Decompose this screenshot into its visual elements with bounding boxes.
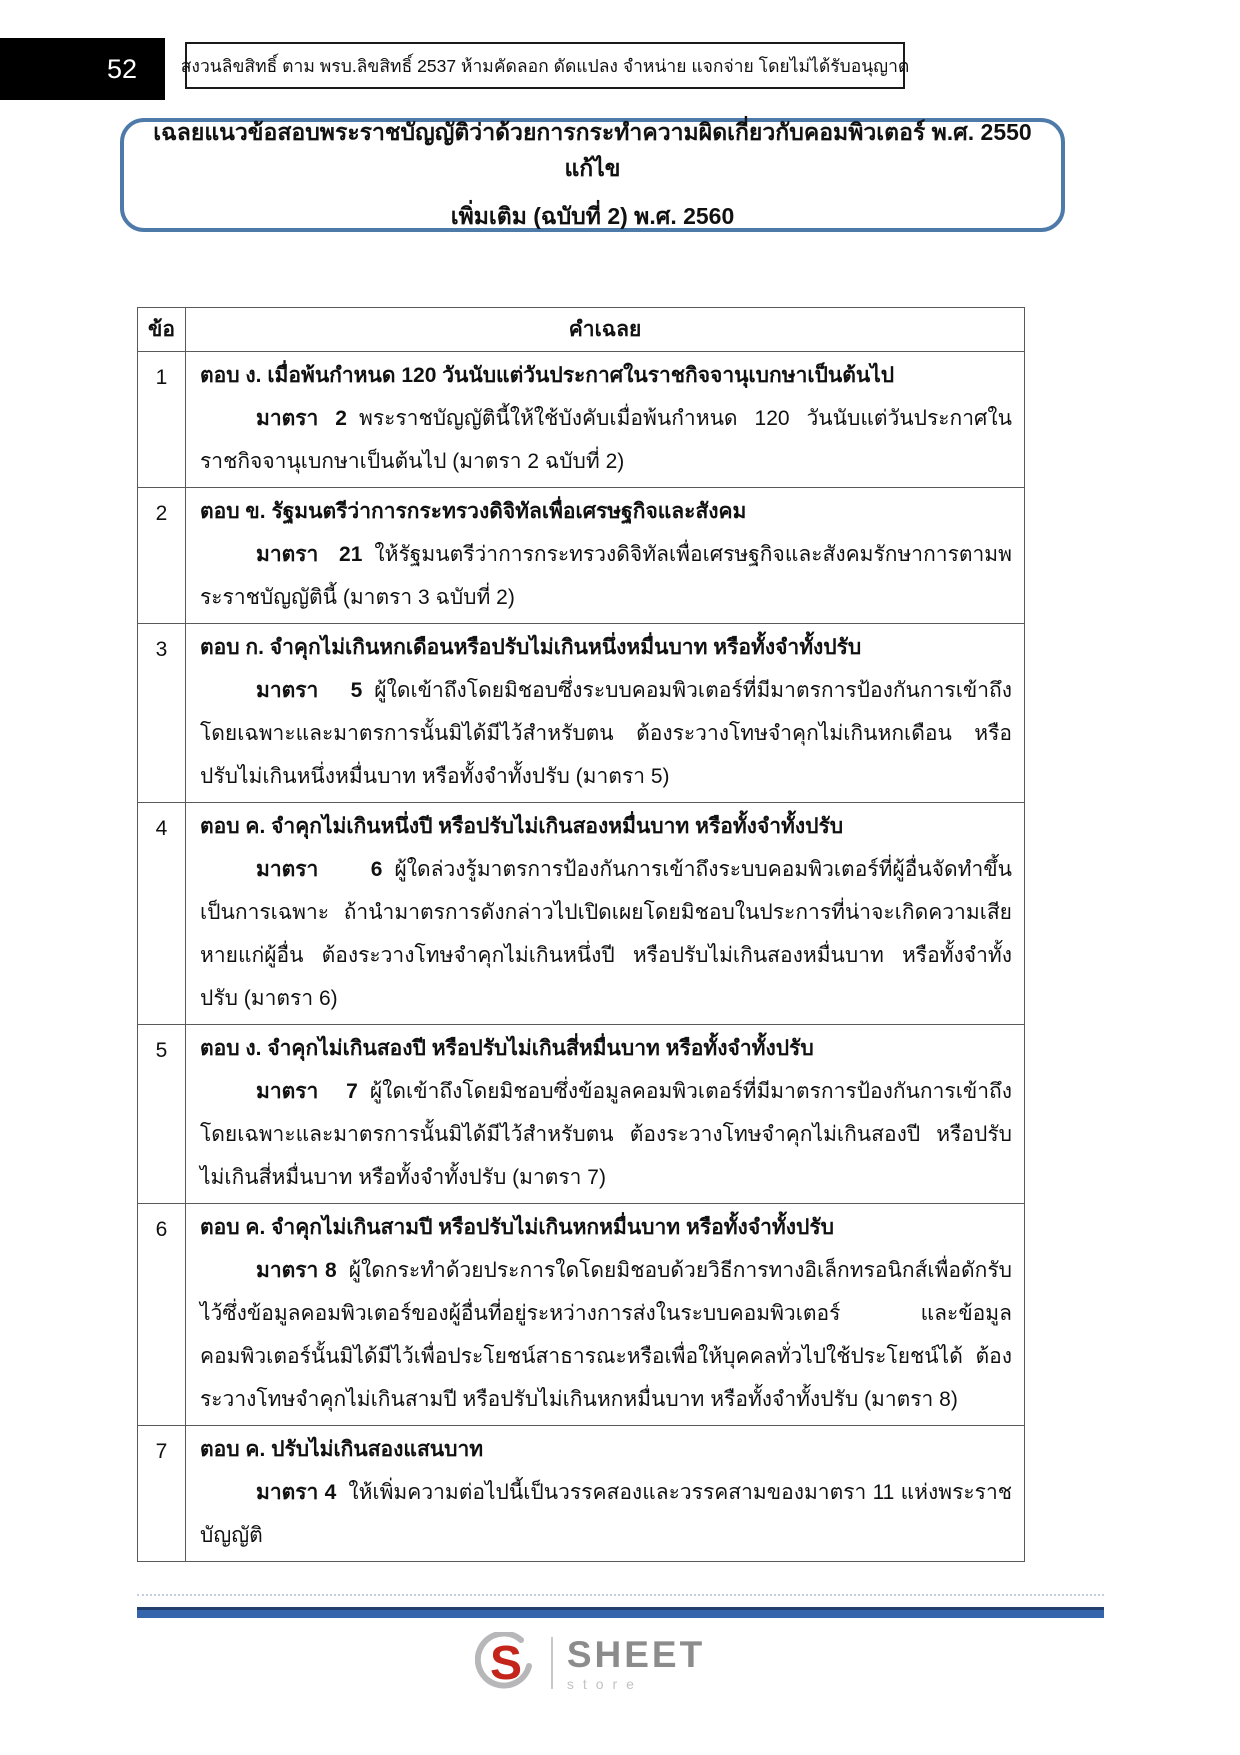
answers-table	[137, 307, 1025, 1562]
footer-blue-bar	[137, 1607, 1104, 1618]
logo-letter: S	[489, 1637, 522, 1690]
answer-text: ตอบ ก. จำคุกไม่เกินหกเดือนหรือปรับไม่เกินหนึ่งหมื่นบาท หรือทั้งจำทั้งปรับ	[200, 636, 862, 659]
row-answer-cell	[186, 1204, 1025, 1426]
row-answer-cell	[186, 1025, 1025, 1204]
table-row	[138, 803, 1025, 1025]
clause-text: ผู้ใดเข้าถึงโดยมิชอบซึ่งข้อมูลคอมพิวเตอร์ที่มีมาตรการป้องกันการเข้าถึงโดยเฉพาะและมาตรการนั้นมิได้มีไว้สำหรับตน ต้องระวางโทษจำคุกไม่เกินสองปี หรือปรับไม่เกินสี่หมื่นบาท หรือทั้งจำทั้งปรับ (มาตรา 7)	[200, 1080, 1012, 1189]
clause-label: มาตรา 2	[256, 407, 347, 430]
answer-text: ตอบ ค. ปรับไม่เกินสองแสนบาท	[200, 1438, 484, 1461]
answer-text: ตอบ ง. จำคุกไม่เกินสองปี หรือปรับไม่เกินสี่หมื่นบาท หรือทั้งจำทั้งปรับ	[200, 1037, 814, 1060]
row-number: 6	[138, 1204, 186, 1426]
clause-text: ผู้ใดเข้าถึงโดยมิชอบซึ่งระบบคอมพิวเตอร์ที่มีมาตรการป้องกันการเข้าถึงโดยเฉพาะและมาตรการนั้นมิได้มีไว้สำหรับตน ต้องระวางโทษจำคุกไม่เกินหกเดือน หรือปรับไม่เกินหนึ่งหมื่นบาท หรือทั้งจำทั้งปรับ (มาตรา 5)	[200, 679, 1012, 788]
answer-text: ตอบ ข. รัฐมนตรีว่าการกระทรวงดิจิทัลเพื่อเศรษฐกิจและสังคม	[200, 500, 747, 523]
clause-label: มาตรา 7	[256, 1080, 358, 1103]
footer-dotted-rule	[137, 1594, 1104, 1596]
row-number: 1	[138, 352, 186, 488]
table-row	[138, 488, 1025, 624]
brand-text	[566, 1633, 706, 1692]
header-answer: คำเฉลย	[186, 308, 1025, 352]
row-number: 5	[138, 1025, 186, 1204]
clause-text: ผู้ใดกระทำด้วยประการใดโดยมิชอบด้วยวิธีการทางอิเล็กทรอนิกส์เพื่อดักรับไว้ซึ่งข้อมูลคอมพิวเตอร์ของผู้อื่นที่อยู่ระหว่างการส่งในระบบคอมพิวเตอร์ และข้อมูลคอมพิวเตอร์นั้นมิได้มีไว้เพื่อประโยชน์สาธารณะหรือเพื่อให้บุคคลทั่วไปใช้ประโยชน์ได้ ต้องระวางโทษจำคุกไม่เกินสามปี หรือปรับไม่เกินหกหมื่นบาท หรือทั้งจำทั้งปรับ (มาตรา 8)	[200, 1259, 1012, 1411]
sheet-store-logo-icon	[475, 1632, 537, 1694]
row-answer-cell	[186, 352, 1025, 488]
row-answer-cell	[186, 1426, 1025, 1562]
answer-text: ตอบ ค. จำคุกไม่เกินสามปี หรือปรับไม่เกินหกหมื่นบาท หรือทั้งจำทั้งปรับ	[200, 1216, 834, 1239]
row-answer-cell	[186, 624, 1025, 803]
clause-text: ให้เพิ่มความต่อไปนี้เป็นวรรคสองและวรรคสามของมาตรา 11 แห่งพระราชบัญญัติ	[200, 1481, 1013, 1547]
document-title-box	[120, 118, 1065, 232]
clause-label: มาตรา 21	[256, 543, 363, 566]
table-row	[138, 624, 1025, 803]
table-row	[138, 1204, 1025, 1426]
clause-paragraph	[200, 669, 1012, 798]
clause-paragraph	[200, 1249, 1012, 1421]
row-answer-cell	[186, 488, 1025, 624]
table-row	[138, 352, 1025, 488]
page-number-box	[0, 38, 165, 100]
header-question-number: ข้อ	[138, 308, 186, 352]
row-answer-cell	[186, 803, 1025, 1025]
clause-text: พระราชบัญญัตินี้ให้ใช้บังคับเมื่อพ้นกำหนด 120 วันนับแต่วันประกาศในราชกิจจานุเบกษาเป็นต้นไป (มาตรา 2 ฉบับที่ 2)	[200, 407, 1012, 473]
brand-subtitle: store	[566, 1675, 643, 1692]
table-header-row	[138, 308, 1025, 352]
row-number: 2	[138, 488, 186, 624]
clause-paragraph	[200, 848, 1012, 1020]
copyright-box	[180, 42, 910, 89]
table-row	[138, 1426, 1025, 1562]
clause-text: ให้รัฐมนตรีว่าการกระทรวงดิจิทัลเพื่อเศรษฐกิจและสังคมรักษาการตามพระราชบัญญัตินี้ (มาตรา 3 ฉบับที่ 2)	[200, 543, 1012, 609]
clause-label: มาตรา 8	[256, 1259, 337, 1282]
brand-divider	[551, 1637, 553, 1689]
row-number: 7	[138, 1426, 186, 1562]
title-line-1: เฉลยแนวข้อสอบพระราชบัญญัติว่าด้วยการกระทำความผิดเกี่ยวกับคอมพิวเตอร์ พ.ศ. 2550 แก้ไข	[153, 119, 1032, 181]
clause-text: ผู้ใดล่วงรู้มาตรการป้องกันการเข้าถึงระบบคอมพิวเตอร์ที่ผู้อื่นจัดทำขึ้นเป็นการเฉพาะ ถ้านำมาตรการดังกล่าวไปเปิดเผยโดยมิชอบในประการที่น่าจะเกิดความเสียหายแก่ผู้อื่น ต้องระวางโทษจำคุกไม่เกินหนึ่งปี หรือปรับไม่เกินสองหมื่นบาท หรือทั้งจำทั้งปรับ (มาตรา 6)	[200, 858, 1012, 1010]
clause-paragraph	[200, 1070, 1012, 1199]
row-number: 4	[138, 803, 186, 1025]
answer-text: ตอบ ค. จำคุกไม่เกินหนึ่งปี หรือปรับไม่เกินสองหมื่นบาท หรือทั้งจำทั้งปรับ	[200, 815, 844, 838]
clause-paragraph	[200, 397, 1012, 483]
row-number: 3	[138, 624, 186, 803]
clause-paragraph	[200, 533, 1012, 619]
answer-text: ตอบ ง. เมื่อพ้นกำหนด 120 วันนับแต่วันประกาศในราชกิจจานุเบกษาเป็นต้นไป	[200, 364, 895, 387]
brand-name: SHEET	[566, 1633, 706, 1675]
clause-label: มาตรา 5	[256, 679, 363, 702]
table-row	[138, 1025, 1025, 1204]
clause-label: มาตรา 4	[256, 1481, 337, 1504]
title-line-2: เพิ่มเติม (ฉบับที่ 2) พ.ศ. 2560	[450, 203, 735, 229]
clause-paragraph	[200, 1471, 1012, 1557]
page-number: 52	[106, 53, 137, 84]
clause-label: มาตรา 6	[256, 858, 383, 881]
brand-logo	[0, 1630, 1180, 1696]
copyright-notice: สงวนลิขสิทธิ์ ตาม พรบ.ลิขสิทธิ์ 2537 ห้ามคัดลอก ดัดแปลง จำหน่าย แจกจ่าย โดยไม่ได้รับอนุญาต	[180, 55, 910, 76]
